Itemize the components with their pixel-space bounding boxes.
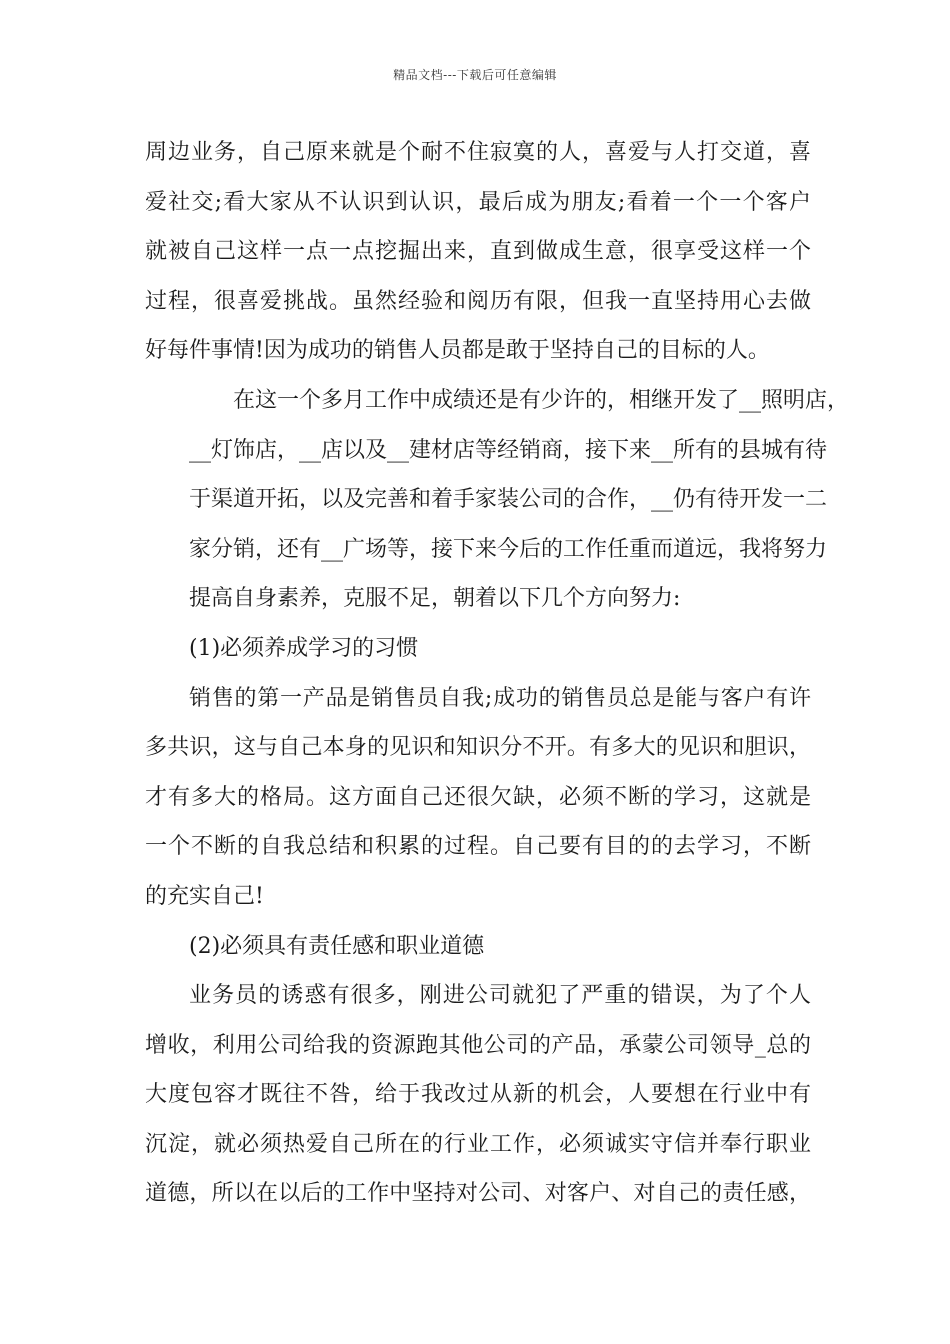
text-line: 的充实自己! — [145, 883, 264, 909]
document-body — [145, 128, 850, 1219]
section-heading — [145, 922, 811, 972]
text-line: 于渠道开拓，以及完善和着手家装公司的合作，__仍有待开发一二 — [189, 487, 828, 513]
text-line: 就被自己这样一点一点挖掘出来，直到做成生意，很享受这样一个 — [145, 239, 811, 265]
text-line: 爱社交;看大家从不认识到认识，最后成为朋友;看着一个一个客户 — [145, 189, 811, 215]
text-line: 销售的第一产品是销售员自我;成功的销售员总是能与客户有许 — [189, 685, 811, 711]
text-line: 一个不断的自我总结和积累的过程。自己要有目的的去学习，不断 — [145, 834, 811, 860]
text-line: 多共识，这与自己本身的见识和知识分不开。有多大的见识和胆识， — [145, 735, 811, 761]
page-header: 精品文档---下载后可任意编辑 — [393, 68, 557, 82]
text-line: (2)必须具有责任感和职业道德 — [189, 933, 485, 959]
text-line: 家分销，还有__广场等，接下来今后的工作任重而道远，我将努力 — [189, 536, 828, 562]
text-line: 好每件事情!因为成功的销售人员都是敢于坚持自己的目标的人。 — [145, 338, 770, 364]
text-line: 提高自身素养，克服不足，朝着以下几个方向努力: — [189, 586, 681, 612]
text-line: 道德，所以在以后的工作中坚持对公司、对客户、对自己的责任感， — [145, 1181, 811, 1207]
text-line: 大度包容才既往不咎，给于我改过从新的机会，人要想在行业中有 — [145, 1082, 811, 1108]
text-line: 才有多大的格局。这方面自己还很欠缺，必须不断的学习，这就是 — [145, 784, 811, 810]
text-line: 业务员的诱惑有很多，刚进公司就犯了严重的错误，为了个人 — [189, 983, 811, 1009]
paragraph — [145, 971, 811, 1219]
paragraph — [145, 674, 811, 922]
paragraph — [145, 128, 811, 376]
text-line: 沉淀，就必须热爱自己所在的行业工作，必须诚实守信并奉行职业 — [145, 1131, 811, 1157]
paragraph — [145, 376, 850, 624]
section-heading — [145, 624, 811, 674]
text-line: __灯饰店，__店以及__建材店等经销商，接下来__所有的县城有待 — [189, 437, 828, 463]
text-line: 周边业务，自己原来就是个耐不住寂寞的人，喜爱与人打交道，喜 — [145, 140, 811, 165]
text-line: (1)必须养成学习的习惯 — [189, 635, 419, 661]
text-line: 增收，利用公司给我的资源跑其他公司的产品，承蒙公司领导_总的 — [145, 1032, 811, 1058]
text-line: 过程，很喜爱挑战。虽然经验和阅历有限，但我一直坚持用心去做 — [145, 288, 811, 314]
text-line: 在这一个多月工作中成绩还是有少许的，相继开发了__照明店， — [233, 387, 850, 413]
